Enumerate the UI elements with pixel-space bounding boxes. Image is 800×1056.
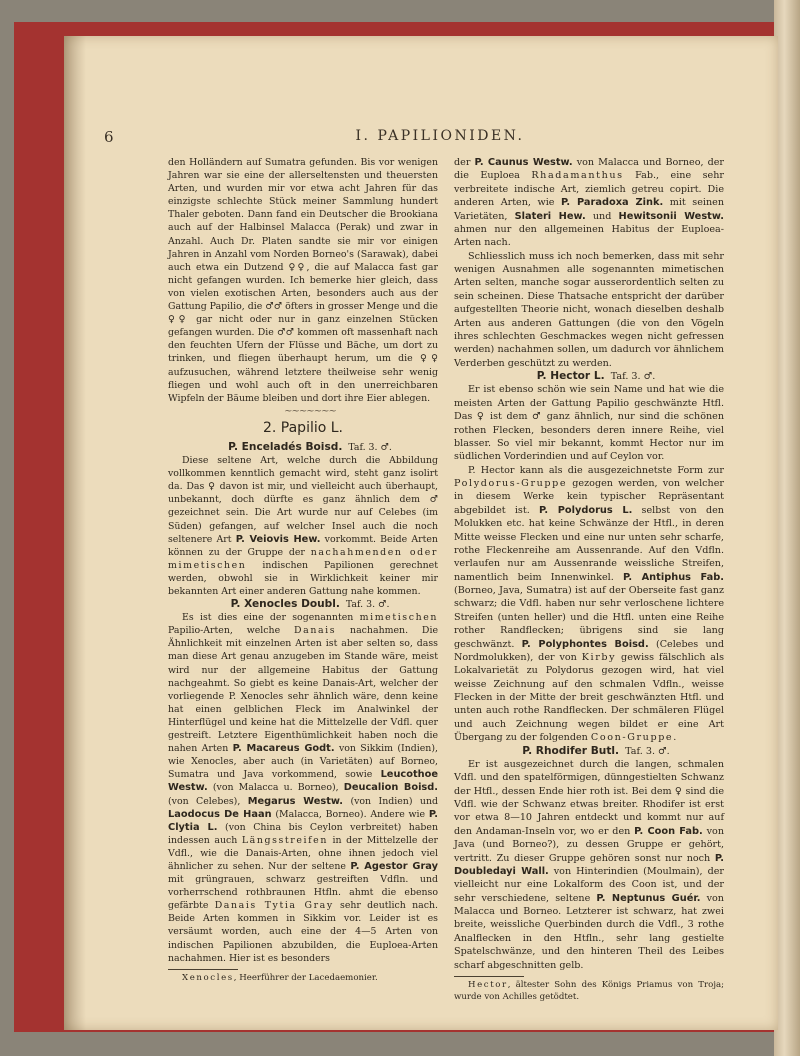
paragraph: Er ist ausgezeichnet durch die langen, schmalen Vdfl. und den spatelförmigen, dünngestielten Schwanz der Htfl., dessen Ende hier roth ist. Bei dem ♀ sind die Vdfl. wie der Schwanz etwas breiter. Rhodifer ist erst vor etwa 8—10 Jahren entdeckt und kommt nur auf den Andaman-Inseln vor, wo er den P. Coon Fab. von Java (und Borneo?), zu dessen Gruppe er gehört, vertritt. Zu dieser Gruppe gehören sonst nur noch P. Doubledayi Wall. von Hinterindien (Moulmain), der vielleicht nur eine Lokalform des Coon ist, und der sehr verschiedene, seltene P. Neptunus Guér. von Malacca und Borneo. Letzterer ist schwarz, hat zwei breite, weissliche Querbinden durch die Vdfl., 3 rothe Analflecken in den Htfln., sehr lang gestielte Spatelschwänze, und den hinteren Theil des Leibes scharf abgeschnitten gelb. <box>454 758 725 971</box>
paragraph: Er ist ebenso schön wie sein Name und hat wie die meisten Arten der Gattung Papilio geschwänzte Htfl. Das ♀ ist dem ♂ ganz ähnlich, nur sind die schönen rothen Flecken, besonders deren innere Reihe, viel blasser. So viel mir bekannt, kommt Hector nur im südlichen Vorderindien und auf Ceylon vor. <box>454 384 724 463</box>
plate-ref: Taf. 3. ♂. <box>610 371 656 382</box>
paragraph: Diese seltene Art, welche durch die Abbildung vollkommen kenntlich gemacht wird, steht ganz isolirt da. Das ♀ davon ist mir, und vielleicht auch überhaupt, unbekannt, doch dürfte es ganz ähnlich dem ♂ gezeichnet sein. Die Art wurde nur auf Celebes (im Süden) gefangen, auf welcher Insel auch die noch seltenere Art P. Veiovis Hew. vorkommt. Beide Arten können zu der Gruppe der nachahmenden oder mimetischen indischen Papilionen gerechnet werden, obwohl sie in Wirklichkeit keiner mir bekannten Art einer anderen Gattung nahe kommen. <box>168 455 438 597</box>
page-header <box>104 128 768 148</box>
footnote: Hector, ältester Sohn des Königs Priamus von Troja; wurde von Achilles getödtet. <box>454 979 724 1002</box>
species-name: P. Rhodifer Butl. <box>522 744 620 757</box>
gutter-shadow <box>64 36 86 1030</box>
page-number: 6 <box>104 128 114 146</box>
species-heading <box>454 745 724 758</box>
section-heading: 2. Papilio L. <box>262 419 344 436</box>
plate-ref: Taf. 3. ♂. <box>348 441 392 453</box>
right-column <box>454 156 724 1003</box>
paragraph: Schliesslich muss ich noch bemerken, dass mit sehr wenigen Ausnahmen alle sogenannten mimetischen Arten selten, manche sogar ausserordentlich selten zu sein scheinen. Diese Thatsache entspricht der darüber aufgestellten Theorie nicht, wonach dieselben deshalb Arten aus anderen Gattungen (die von den Vögeln ihres schlechten Geschmackes wegen nicht gefressen werden) nachahmen sollen, um dadurch vor ähnlichem Verderben geschützt zu werden. <box>454 250 724 369</box>
footnote: Xenocles, Heerführer der Lacedaemonier. <box>182 972 378 983</box>
ornament-divider: ~~~~~~~ <box>284 405 336 417</box>
footnote-rule <box>454 976 524 977</box>
species-name: P. Hector L. <box>536 370 605 382</box>
running-head: I. PAPILIONIDEN. <box>355 128 525 144</box>
paragraph: den Holländern auf Sumatra gefunden. Bis vor wenigen Jahren war sie eine der allerseltensten und theuersten Arten, und wurden mir vor etwa acht Jahren für das einzigste schlechte Stück meiner Sammlung hundert Thaler geboten. Dann fand ein Deutscher die Brookiana auch auf der Halbinsel Malacca (Perak) und zwar in Anzahl. Auch Dr. Platen sandte sie mir vor einigen Jahren in Anzahl vom Norden Borneo's (Sarawak), dabei auch etwa ein Dutzend ♀♀, die auf Malacca fast gar nicht gefangen wurden. Ich bemerke hier gleich, dass von vielen exotischen Arten, besonders auch aus der Gattung Papilio, die ♂♂ öfters in grosser Menge und die ♀♀ gar nicht oder nur in ganz einzelnen Stücken gefangen wurden. Die ♂♂ kommen oft massenhaft nach den feuchten Ufern der Flüsse und Bäche, um dort zu trinken, und fliegen überhaupt herum, um die ♀♀ aufzusuchen, während letztere theilweise sehr wenig fliegen und wohl auch oft in den unerreichbaren Wipfeln der Bäume bleiben und dort ihre Eier ablegen. <box>168 157 438 404</box>
species-name: P. Xenocles Doubl. <box>230 598 340 611</box>
plate-ref: Taf. 3. ♂. <box>345 599 390 611</box>
species-heading <box>454 370 724 383</box>
paragraph: P. Hector kann als die ausgezeichnetste Form zur Polydorus-Gruppe gezogen werden, von welcher in diesem Werke kein typischer Repräsentant abgebildet ist. P. Polydorus L. selbst von den Molukken etc. hat keine Schwänze der Htfl., in deren Mitte weisse Flecken und eine nur unten sehr scharfe, rothe Fleckenreihe am Aussenrande. Auf den Vdfln. verlaufen nur am Aussenrande weissliche Streifen, namentlich beim Innenwinkel. P. Antiphus Fab. (Borneo, Java, Sumatra) ist auf der Oberseite fast ganz schwarz; die Vdfl. haben nur sehr verloschene lichtere Streifen (unten heller) und die Htfl. unten eine Reihe rother Randflecken; übrigens sind sie lang geschwänzt. P. Polyphontes Boisd. (Celebes und Nordmolukken), der von Kirby gewiss fälschlich als Lokalvarietät zu Polydorus gezogen wird, hat viel weisse Zeichnung auf den schmalen Vdfln., weisse Flecken in der Mitte der breit geschwänzten Htfl. und unten auch rothe Randflecken. Der schmäleren Flügel und auch Zeichnung wegen bildet er eine Art Übergang zu der folgenden Coon-Gruppe. <box>454 464 724 744</box>
paragraph: Es ist dies eine der sogenannten mimetischen Papilio-Arten, welche Danais nachahmen. Die Ähnlichkeit mit einzelnen Arten ist aber selten so, dass man diese Art genau anzugeben im Stande wäre, meist wird nur der allgemeine Habitus der Gattung nachgeahmt. So giebt es keine Danais-Art, welcher der vorliegende P. Xenocles sehr ähnlich wäre, denn keine hat einen gelblichen Fleck im Analwinkel der Hinterflügel und keine hat die Mittelzelle der Vdfl. quer gestreift. Letztere Eigenthümlichkeit haben noch die nahen Arten P. Macareus Godt. von Sikkim (Indien), wie Xenocles, aber auch (in Varietäten) auf Borneo, Sumatra und Java vorkommend, sowie Leucothoe Westw. (von Malacca u. Borneo), Deucalion Boisd. (von Celebes), Megarus Westw. (von Indien) und Laodocus De Haan (Malacca, Borneo). Andere wie P. Clytia L. (von China bis Ceylon verbreitet) haben indessen auch Längsstreifen in der Mittelzelle der Vdfl., wie die Danais-Arten, ohne ihnen jedoch viel ähnlicher zu sehen. Nur der seltene P. Agestor Gray mit grüngrauen, schwarz gestreiften Vdfln. und vorherrschend rothbraunen Htfln. ahmt die ebenso gefärbte Danais Tytia Gray sehr deutlich nach. Beide Arten kommen in Sikkim vor. Leider ist es versäumt worden, auch eine der 4—5 Arten von indischen Papilionen abzubilden, die Euploea-Arten nachahmen. Hier ist es besonders <box>168 612 439 964</box>
left-column <box>168 156 438 984</box>
species-heading <box>168 598 438 611</box>
species-ref: P. Veiovis Hew. <box>235 533 321 545</box>
footnote-rule <box>168 969 238 970</box>
paragraph: der P. Caunus Westw. von Malacca und Borneo, der die Euploea Rhadamanthus Fab., eine sehr verbreitete indische Art, ziemlich getreu copirt. Die anderen Arten, wie P. Paradoxa Zink. mit seinen Varietäten, Slateri Hew. und Hewitsonii Westw. ahmen nur den allgemeinen Habitus der Euploea-Arten nach. <box>454 157 725 249</box>
species-name: P. Enceladés Boisd. <box>228 440 343 453</box>
species-heading <box>168 441 438 454</box>
plate-ref: Taf. 3. ♂. <box>625 745 670 757</box>
